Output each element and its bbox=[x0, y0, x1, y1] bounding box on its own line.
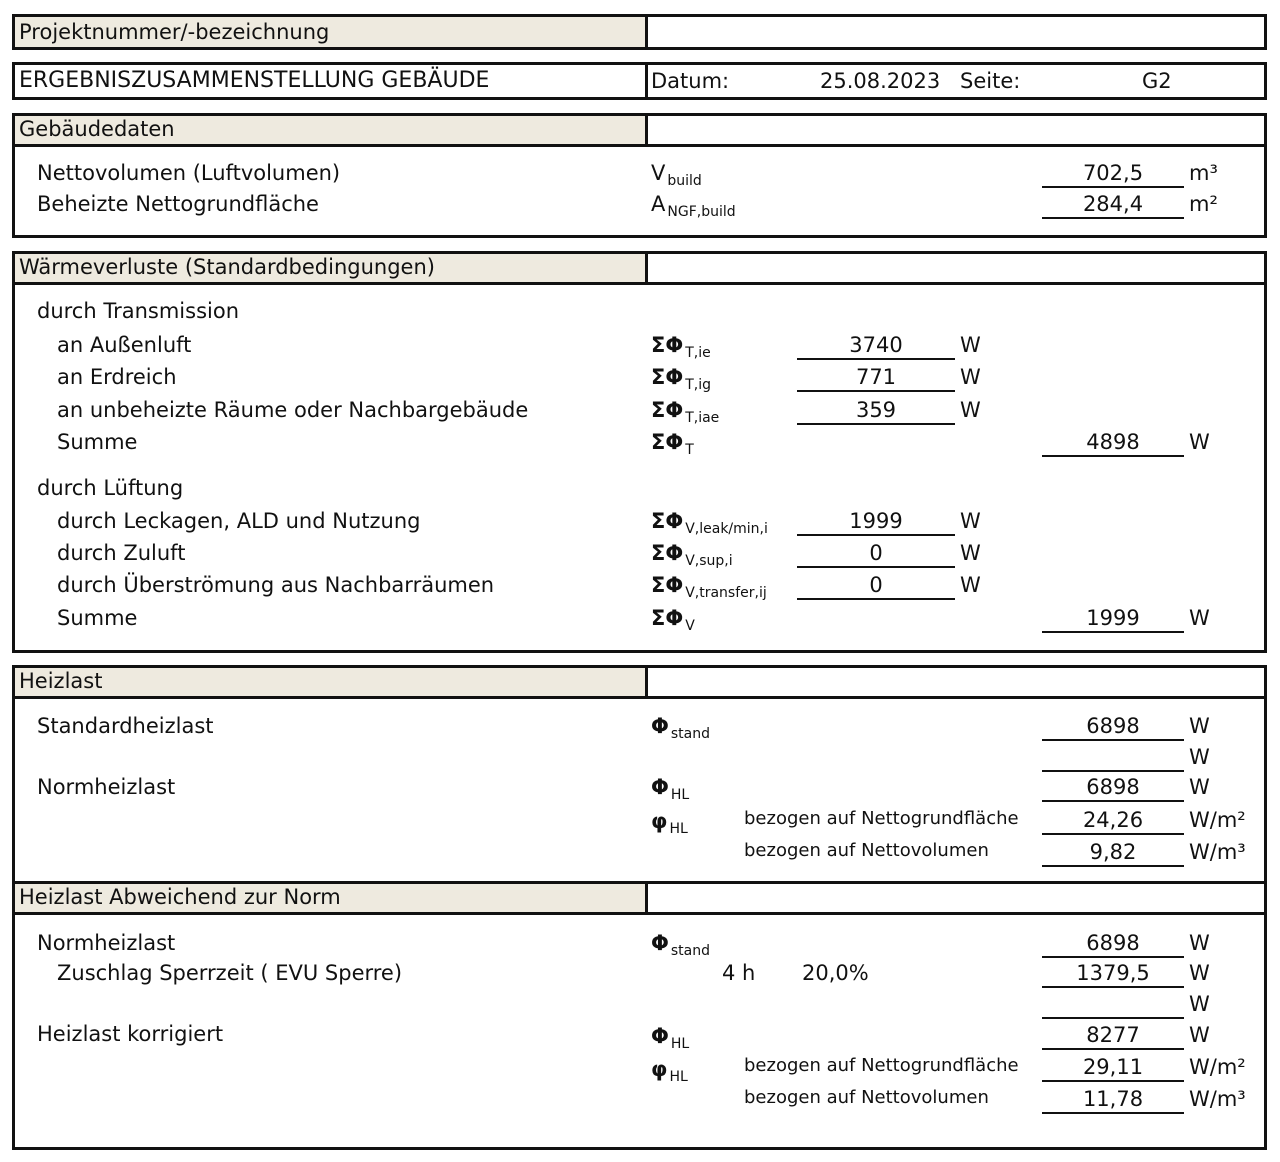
nettovolumen-label: Nettovolumen (Luftvolumen) bbox=[37, 161, 341, 185]
abw-per-volume-value: 11,78 bbox=[1042, 1086, 1184, 1114]
project-field[interactable] bbox=[645, 14, 1267, 50]
phi-v-leak-symbol: ΣΦ $_{V,leak/min,i}$ bbox=[651, 509, 768, 537]
transmission-row-unit: W bbox=[960, 398, 981, 422]
abw-per-volume-label: bezogen auf Nettovolumen bbox=[744, 1087, 989, 1108]
nettogrundflaeche-unit: m² bbox=[1189, 192, 1218, 216]
lueftung-row-unit: W bbox=[960, 509, 981, 533]
transmission-row-unit: W bbox=[960, 333, 981, 357]
abw-normheizlast-label: Normheizlast bbox=[37, 931, 176, 955]
transmission-row-label: an Erdreich bbox=[57, 365, 177, 389]
abw-per-area-label: bezogen auf Nettogrundfläche bbox=[744, 1055, 1019, 1076]
lueftung-row-value: 0 bbox=[797, 540, 955, 568]
gebaeudedaten-header-right bbox=[645, 113, 1267, 147]
transmission-row-unit: W bbox=[960, 365, 981, 389]
korrigiert-unit: W bbox=[1189, 1023, 1210, 1047]
phi-t-iae-symbol: ΣΦ $_{T,iae}$ bbox=[651, 398, 720, 426]
zuschlag-hours: 4 h bbox=[722, 961, 756, 985]
zuschlag-label: Zuschlag Sperrzeit ( EVU Sperre) bbox=[57, 961, 403, 985]
date-label: Datum: bbox=[651, 69, 730, 93]
per-area-label: bezogen auf Nettogrundfläche bbox=[744, 808, 1019, 829]
abw-phi-stand-symbol: Φ $_{stand}$ bbox=[651, 931, 710, 959]
a-ngf-symbol: A $_{NGF,build}$ bbox=[651, 192, 736, 220]
phi-v-transfer-symbol: ΣΦ $_{V,transfer,ij}$ bbox=[651, 573, 767, 601]
lueftung-sum-unit: W bbox=[1189, 606, 1210, 630]
normheizlast-value: 6898 bbox=[1042, 774, 1184, 802]
phi-v-sup-symbol: ΣΦ $_{V,sup,i}$ bbox=[651, 541, 733, 569]
phi-v-symbol: ΣΦ $_V$ bbox=[651, 606, 695, 634]
transmission-sum-unit: W bbox=[1189, 430, 1210, 454]
phi-t-ig-symbol: ΣΦ $_{T,ig}$ bbox=[651, 365, 711, 393]
abw-phi-hl-symbol: Φ $_{HL}$ bbox=[651, 1024, 690, 1052]
per-area-value: 24,26 bbox=[1042, 807, 1184, 835]
abw-per-area-unit: W/m² bbox=[1189, 1055, 1246, 1079]
lueftung-row-value: 1999 bbox=[797, 508, 955, 536]
phi-t-ie-symbol: ΣΦ $_{T,ie}$ bbox=[651, 333, 711, 361]
v-build-symbol: V $_{build}$ bbox=[651, 161, 702, 189]
per-volume-unit: W/m³ bbox=[1189, 840, 1246, 864]
transmission-row-label: an Außenluft bbox=[57, 333, 192, 357]
phi-hl-specific-symbol: φ $_{HL}$ bbox=[651, 809, 688, 837]
normheizlast-unit: W bbox=[1189, 775, 1210, 799]
korrigiert-label: Heizlast korrigiert bbox=[37, 1022, 224, 1046]
nettogrundflaeche-value: 284,4 bbox=[1042, 191, 1184, 219]
lueftung-sum-value: 1999 bbox=[1042, 605, 1184, 633]
korrigiert-value: 8277 bbox=[1042, 1022, 1184, 1050]
normheizlast-label: Normheizlast bbox=[37, 775, 176, 799]
standardheizlast-value: 6898 bbox=[1042, 713, 1184, 741]
per-area-unit: W/m² bbox=[1189, 808, 1246, 832]
abweichend-header: Heizlast Abweichend zur Norm bbox=[12, 881, 648, 915]
lueftung-row-unit: W bbox=[960, 573, 981, 597]
waermeverluste-header: Wärmeverluste (Standardbedingungen) bbox=[12, 251, 648, 285]
lueftung-row-value: 0 bbox=[797, 572, 955, 600]
date-value: 25.08.2023 bbox=[820, 69, 941, 93]
nettogrundflaeche-label: Beheizte Nettogrundfläche bbox=[37, 192, 319, 216]
nettovolumen-value: 702,5 bbox=[1042, 160, 1184, 188]
lueftung-row-label: durch Überströmung aus Nachbarräumen bbox=[57, 573, 495, 597]
per-volume-label: bezogen auf Nettovolumen bbox=[744, 840, 989, 861]
phi-hl-symbol: Φ $_{HL}$ bbox=[651, 775, 690, 803]
empty-value bbox=[1042, 744, 1184, 772]
heizlast-header-right bbox=[645, 665, 1267, 699]
document-title: ERGEBNISZUSAMMENSTELLUNG GEBÄUDE bbox=[19, 68, 490, 93]
waermeverluste-header-right bbox=[645, 251, 1267, 285]
per-volume-value: 9,82 bbox=[1042, 839, 1184, 867]
zuschlag-percent: 20,0% bbox=[802, 961, 869, 985]
transmission-row-value: 3740 bbox=[797, 332, 955, 360]
page-value: G2 bbox=[1142, 69, 1172, 93]
standardheizlast-label: Standardheizlast bbox=[37, 714, 214, 738]
transmission-sum-value: 4898 bbox=[1042, 429, 1184, 457]
abw-normheizlast-value: 6898 bbox=[1042, 930, 1184, 958]
transmission-sum-label: Summe bbox=[57, 430, 138, 454]
abw-empty-unit: W bbox=[1189, 992, 1210, 1016]
transmission-row-value: 359 bbox=[797, 397, 955, 425]
gebaeudedaten-header: Gebäudedaten bbox=[12, 113, 648, 147]
abw-normheizlast-unit: W bbox=[1189, 931, 1210, 955]
empty-unit: W bbox=[1189, 745, 1210, 769]
page-label: Seite: bbox=[960, 69, 1021, 93]
lueftung-title: durch Lüftung bbox=[37, 476, 184, 500]
heizlast-header: Heizlast bbox=[12, 665, 648, 699]
nettovolumen-unit: m³ bbox=[1189, 161, 1218, 185]
transmission-row-label: an unbeheizte Räume oder Nachbargebäude bbox=[57, 398, 529, 422]
lueftung-sum-label: Summe bbox=[57, 606, 138, 630]
phi-t-symbol: ΣΦ $_T$ bbox=[651, 430, 694, 458]
standardheizlast-unit: W bbox=[1189, 714, 1210, 738]
zuschlag-unit: W bbox=[1189, 961, 1210, 985]
abw-empty-value bbox=[1042, 991, 1184, 1019]
abw-per-area-value: 29,11 bbox=[1042, 1054, 1184, 1082]
lueftung-row-unit: W bbox=[960, 541, 981, 565]
project-label: Projektnummer/-bezeichnung bbox=[12, 14, 648, 50]
abw-per-volume-unit: W/m³ bbox=[1189, 1087, 1246, 1111]
transmission-row-value: 771 bbox=[797, 364, 955, 392]
abw-phi-specific-symbol: φ $_{HL}$ bbox=[651, 1057, 688, 1085]
date-box bbox=[645, 62, 1267, 100]
lueftung-row-label: durch Zuluft bbox=[57, 541, 186, 565]
transmission-title: durch Transmission bbox=[37, 299, 240, 323]
zuschlag-value: 1379,5 bbox=[1042, 960, 1184, 988]
abweichend-header-right bbox=[645, 881, 1267, 915]
phi-stand-symbol: Φ $_{stand}$ bbox=[651, 714, 710, 742]
lueftung-row-label: durch Leckagen, ALD und Nutzung bbox=[57, 509, 421, 533]
